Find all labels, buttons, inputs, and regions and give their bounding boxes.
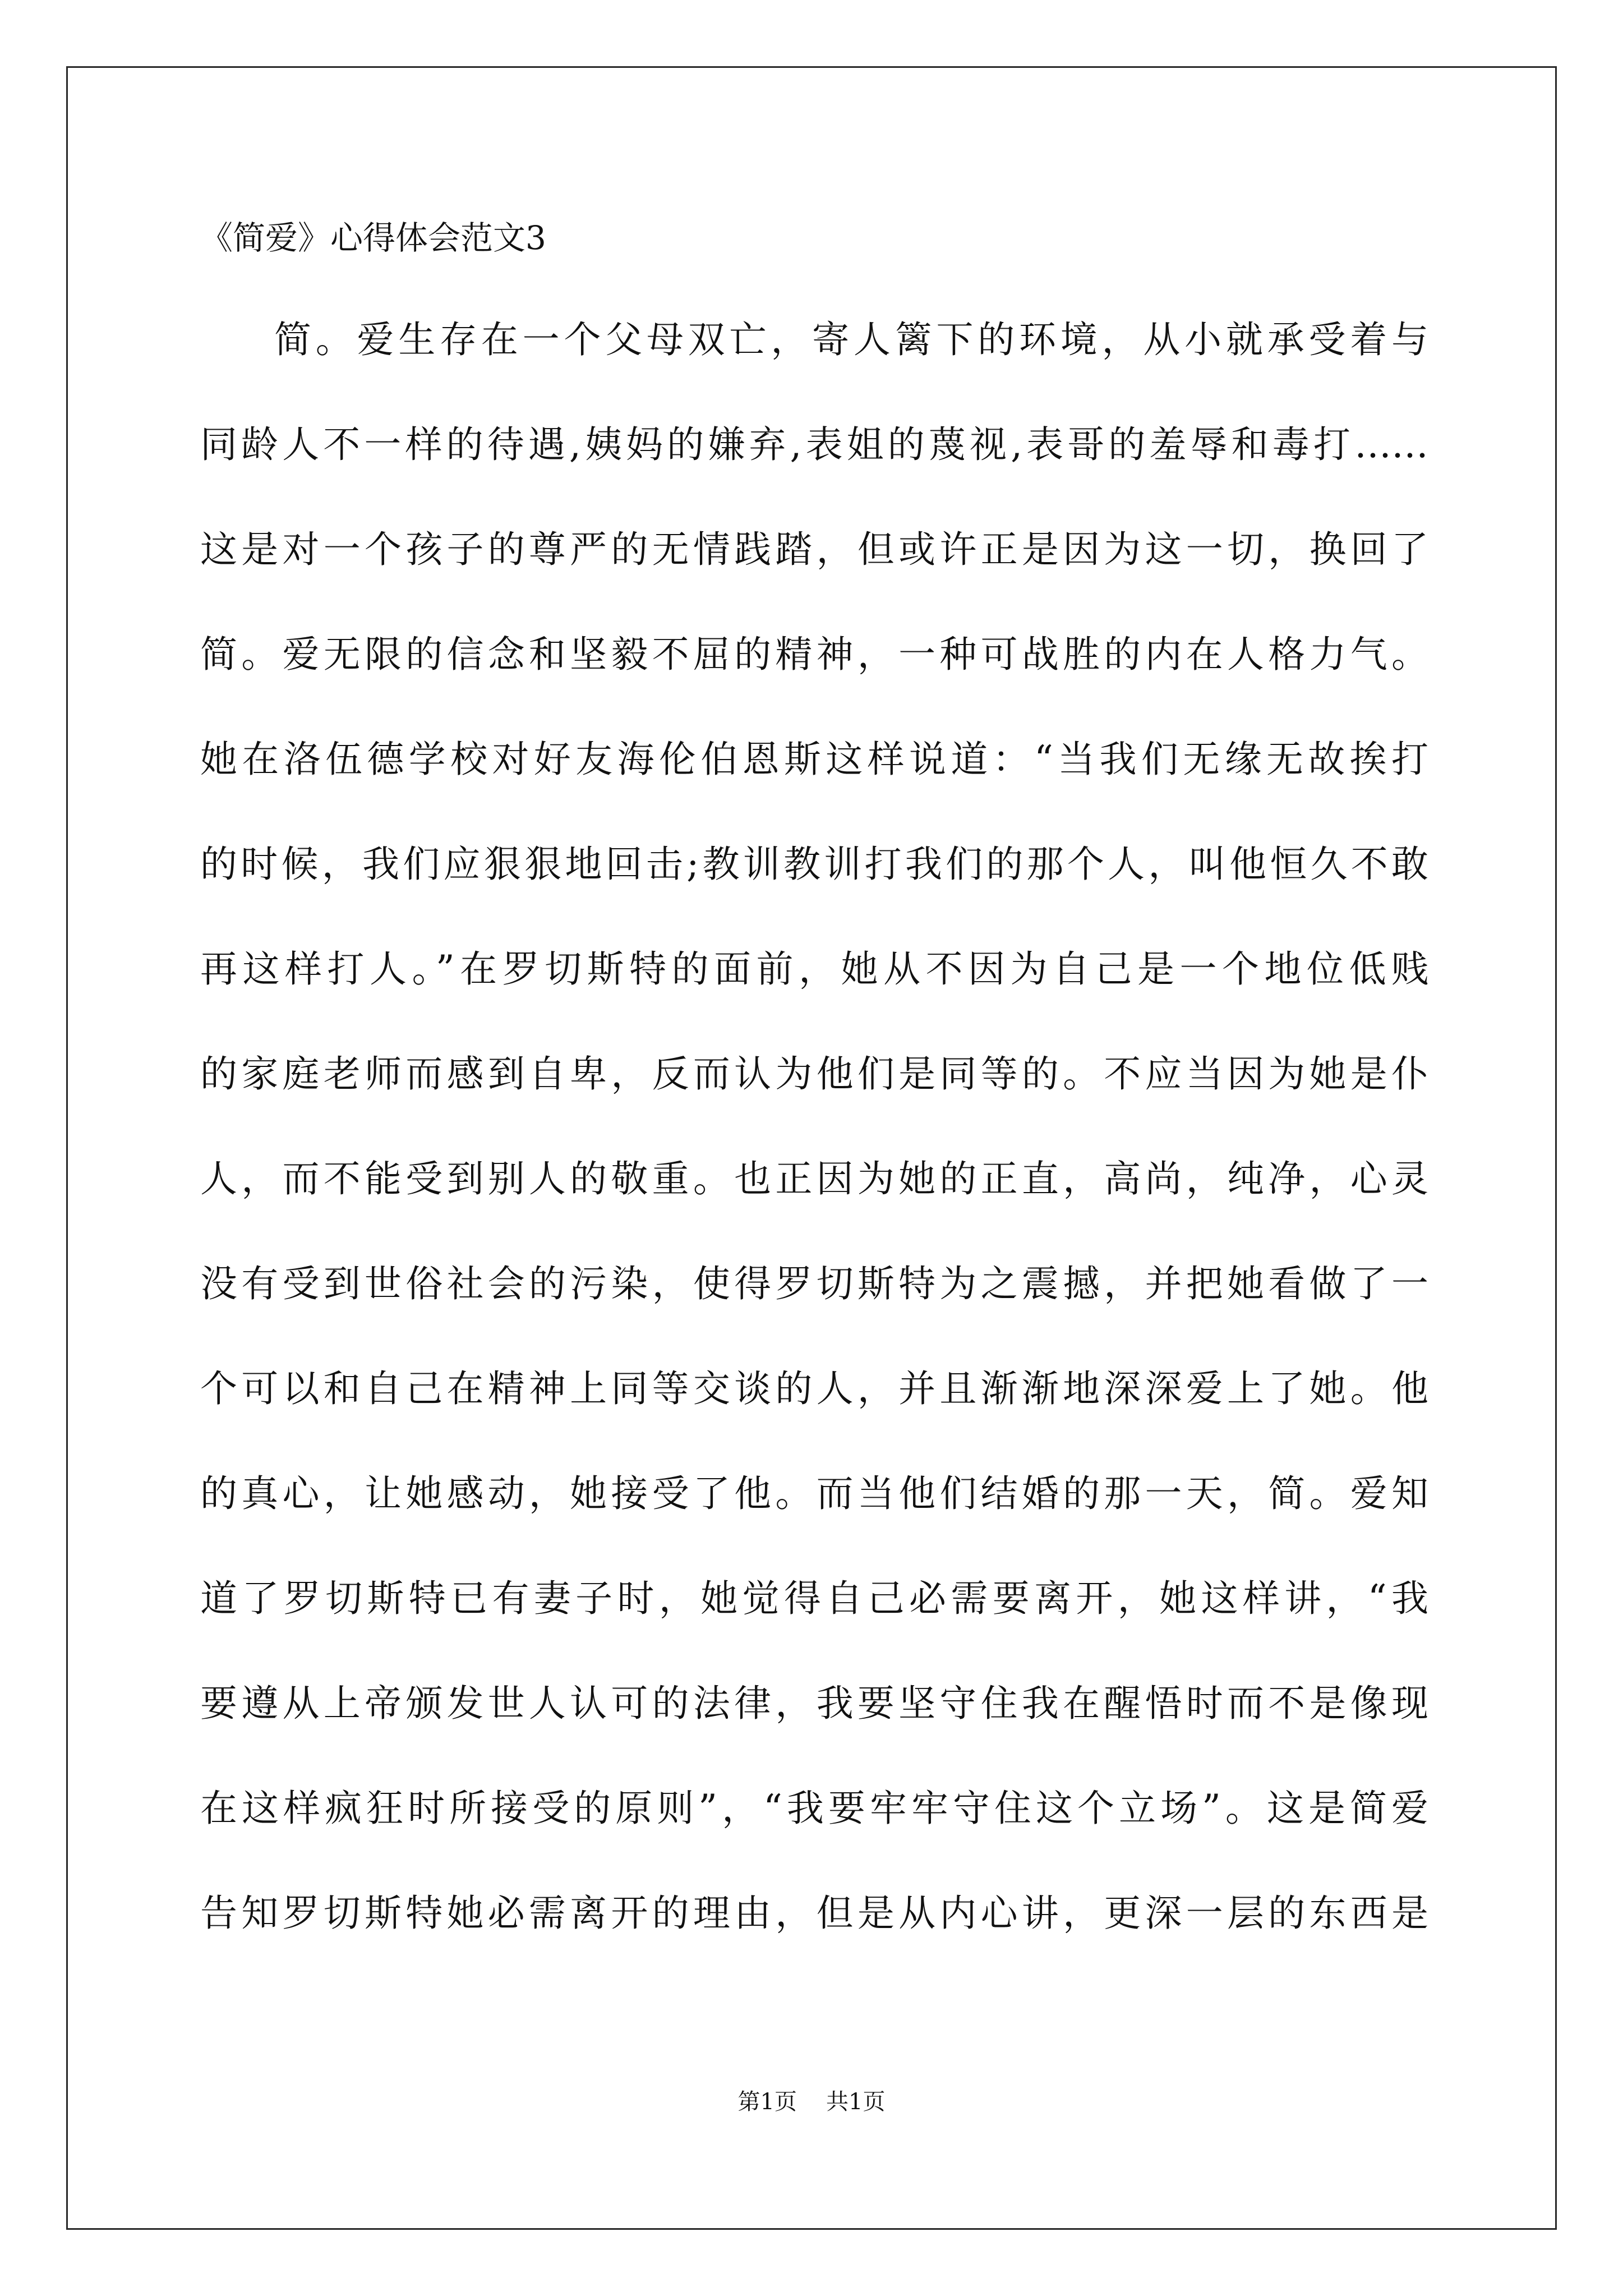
body-line: 她在洛伍德学校对好友海伦伯恩斯这样说道：“当我们无缘无故挨打 <box>200 738 1428 781</box>
body-line: 道了罗切斯特已有妻子时，她觉得自己必需要离开，她这样讲，“我 <box>200 1577 1428 1620</box>
page-total: 共1页 <box>826 2089 886 2115</box>
body-line: 的时候，我们应狠狠地回击;教训教训打我们的那个人，叫他恒久不敢 <box>200 843 1428 886</box>
body-line: 同龄人不一样的待遇,姨妈的嫌弃,表姐的蔑视,表哥的羞辱和毒打…… <box>200 423 1428 466</box>
page-footer <box>0 2091 1623 2113</box>
body-line: 要遵从上帝颁发世人认可的法律，我要坚守住我在醒悟时而不是像现 <box>200 1682 1428 1725</box>
body-line: 在这样疯狂时所接受的原则”，“我要牢牢守住这个立场”。这是简爱 <box>200 1787 1428 1830</box>
body-line: 的真心，让她感动，她接受了他。而当他们结婚的那一天，简。爱知 <box>200 1472 1428 1515</box>
body-line: 简。爱无限的信念和坚毅不屈的精神，一种可战胜的内在人格力气。 <box>200 633 1428 676</box>
page-number: 第1页 <box>737 2089 797 2115</box>
document-title: 《简爱》心得体会范文3 <box>200 219 546 257</box>
body-line: 这是对一个孩子的尊严的无情践踏，但或许正是因为这一切，换回了 <box>200 528 1428 571</box>
body-line: 告知罗切斯特她必需离开的理由，但是从内心讲，更深一层的东西是 <box>200 1892 1428 1935</box>
body-line: 简。爱生存在一个父母双亡，寄人篱下的环境，从小就承受着与 <box>274 318 1428 361</box>
body-line: 人，而不能受到别人的敬重。也正因为她的正直，高尚，纯净，心灵 <box>200 1157 1428 1200</box>
body-line: 的家庭老师而感到自卑，反而认为他们是同等的。不应当因为她是仆 <box>200 1052 1428 1096</box>
body-line: 个可以和自己在精神上同等交谈的人，并且渐渐地深深爱上了她。他 <box>200 1367 1428 1410</box>
body-line: 没有受到世俗社会的污染，使得罗切斯特为之震撼，并把她看做了一 <box>200 1262 1428 1305</box>
body-line: 再这样打人。”在罗切斯特的面前，她从不因为自己是一个地位低贱 <box>200 947 1428 991</box>
document-body <box>200 287 1428 1966</box>
